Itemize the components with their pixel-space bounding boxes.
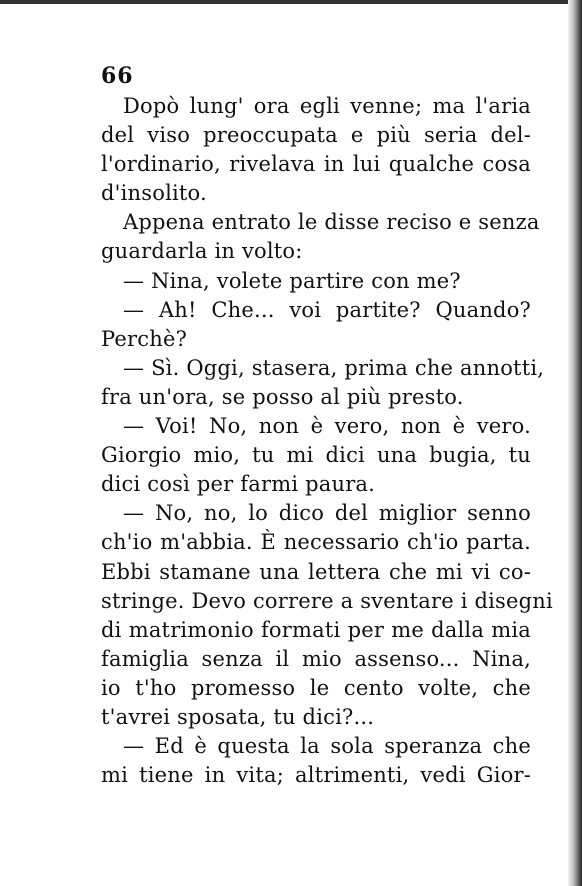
text-line: famiglia senza il mio assenso... Nina, [101, 646, 531, 671]
text-line: l'ordinario, rivelava in lui qualche cosa [101, 152, 531, 177]
text-line: Appena entrato le disse reciso e senza [123, 210, 540, 235]
page-number: 66 [101, 63, 134, 89]
page-binding-edge [568, 0, 582, 886]
book-page [101, 60, 553, 790]
text-line: d'insolito. [101, 181, 207, 206]
page-text-body [101, 92, 553, 790]
text-line: — Ed è questa la sola speranza che [123, 734, 531, 759]
text-line: — No, no, lo dico del miglior senno [123, 501, 531, 526]
text-line: Perchè? [101, 326, 188, 351]
text-line: stringe. Devo correre a sventare i disegni [101, 588, 553, 613]
text-line: guardarla in volto: [101, 239, 303, 264]
text-line: Giorgio mio, tu mi dici una bugia, tu [101, 443, 531, 468]
text-line: del viso preoccupata e più seria del- [101, 123, 531, 148]
text-line: dici così per farmi paura. [101, 472, 376, 497]
top-edge-rule [0, 0, 582, 4]
text-line: di matrimonio formati per me dalla mia [101, 617, 531, 642]
text-line: Ebbi stamane una lettera che mi vi co- [101, 559, 531, 584]
text-line: io t'ho promesso le cento volte, che [101, 675, 531, 700]
text-line: t'avrei sposata, tu dici?... [101, 704, 375, 729]
text-line: fra un'ora, se posso al più presto. [101, 384, 464, 409]
text-line: ch'io m'abbia. È necessario ch'io parta. [101, 530, 531, 555]
text-line: — Voi! No, non è vero, non è vero. [123, 414, 531, 439]
text-line: mi tiene in vita; altrimenti, vedi Gior- [101, 763, 531, 788]
text-line: Dopò lung' ora egli venne; ma l'aria [123, 94, 531, 118]
text-line: — Ah! Che... voi partite? Quando? [123, 297, 531, 322]
text-line: — Sì. Oggi, stasera, prima che annotti, [123, 355, 545, 380]
text-line: — Nina, volete partire con me? [123, 268, 461, 293]
